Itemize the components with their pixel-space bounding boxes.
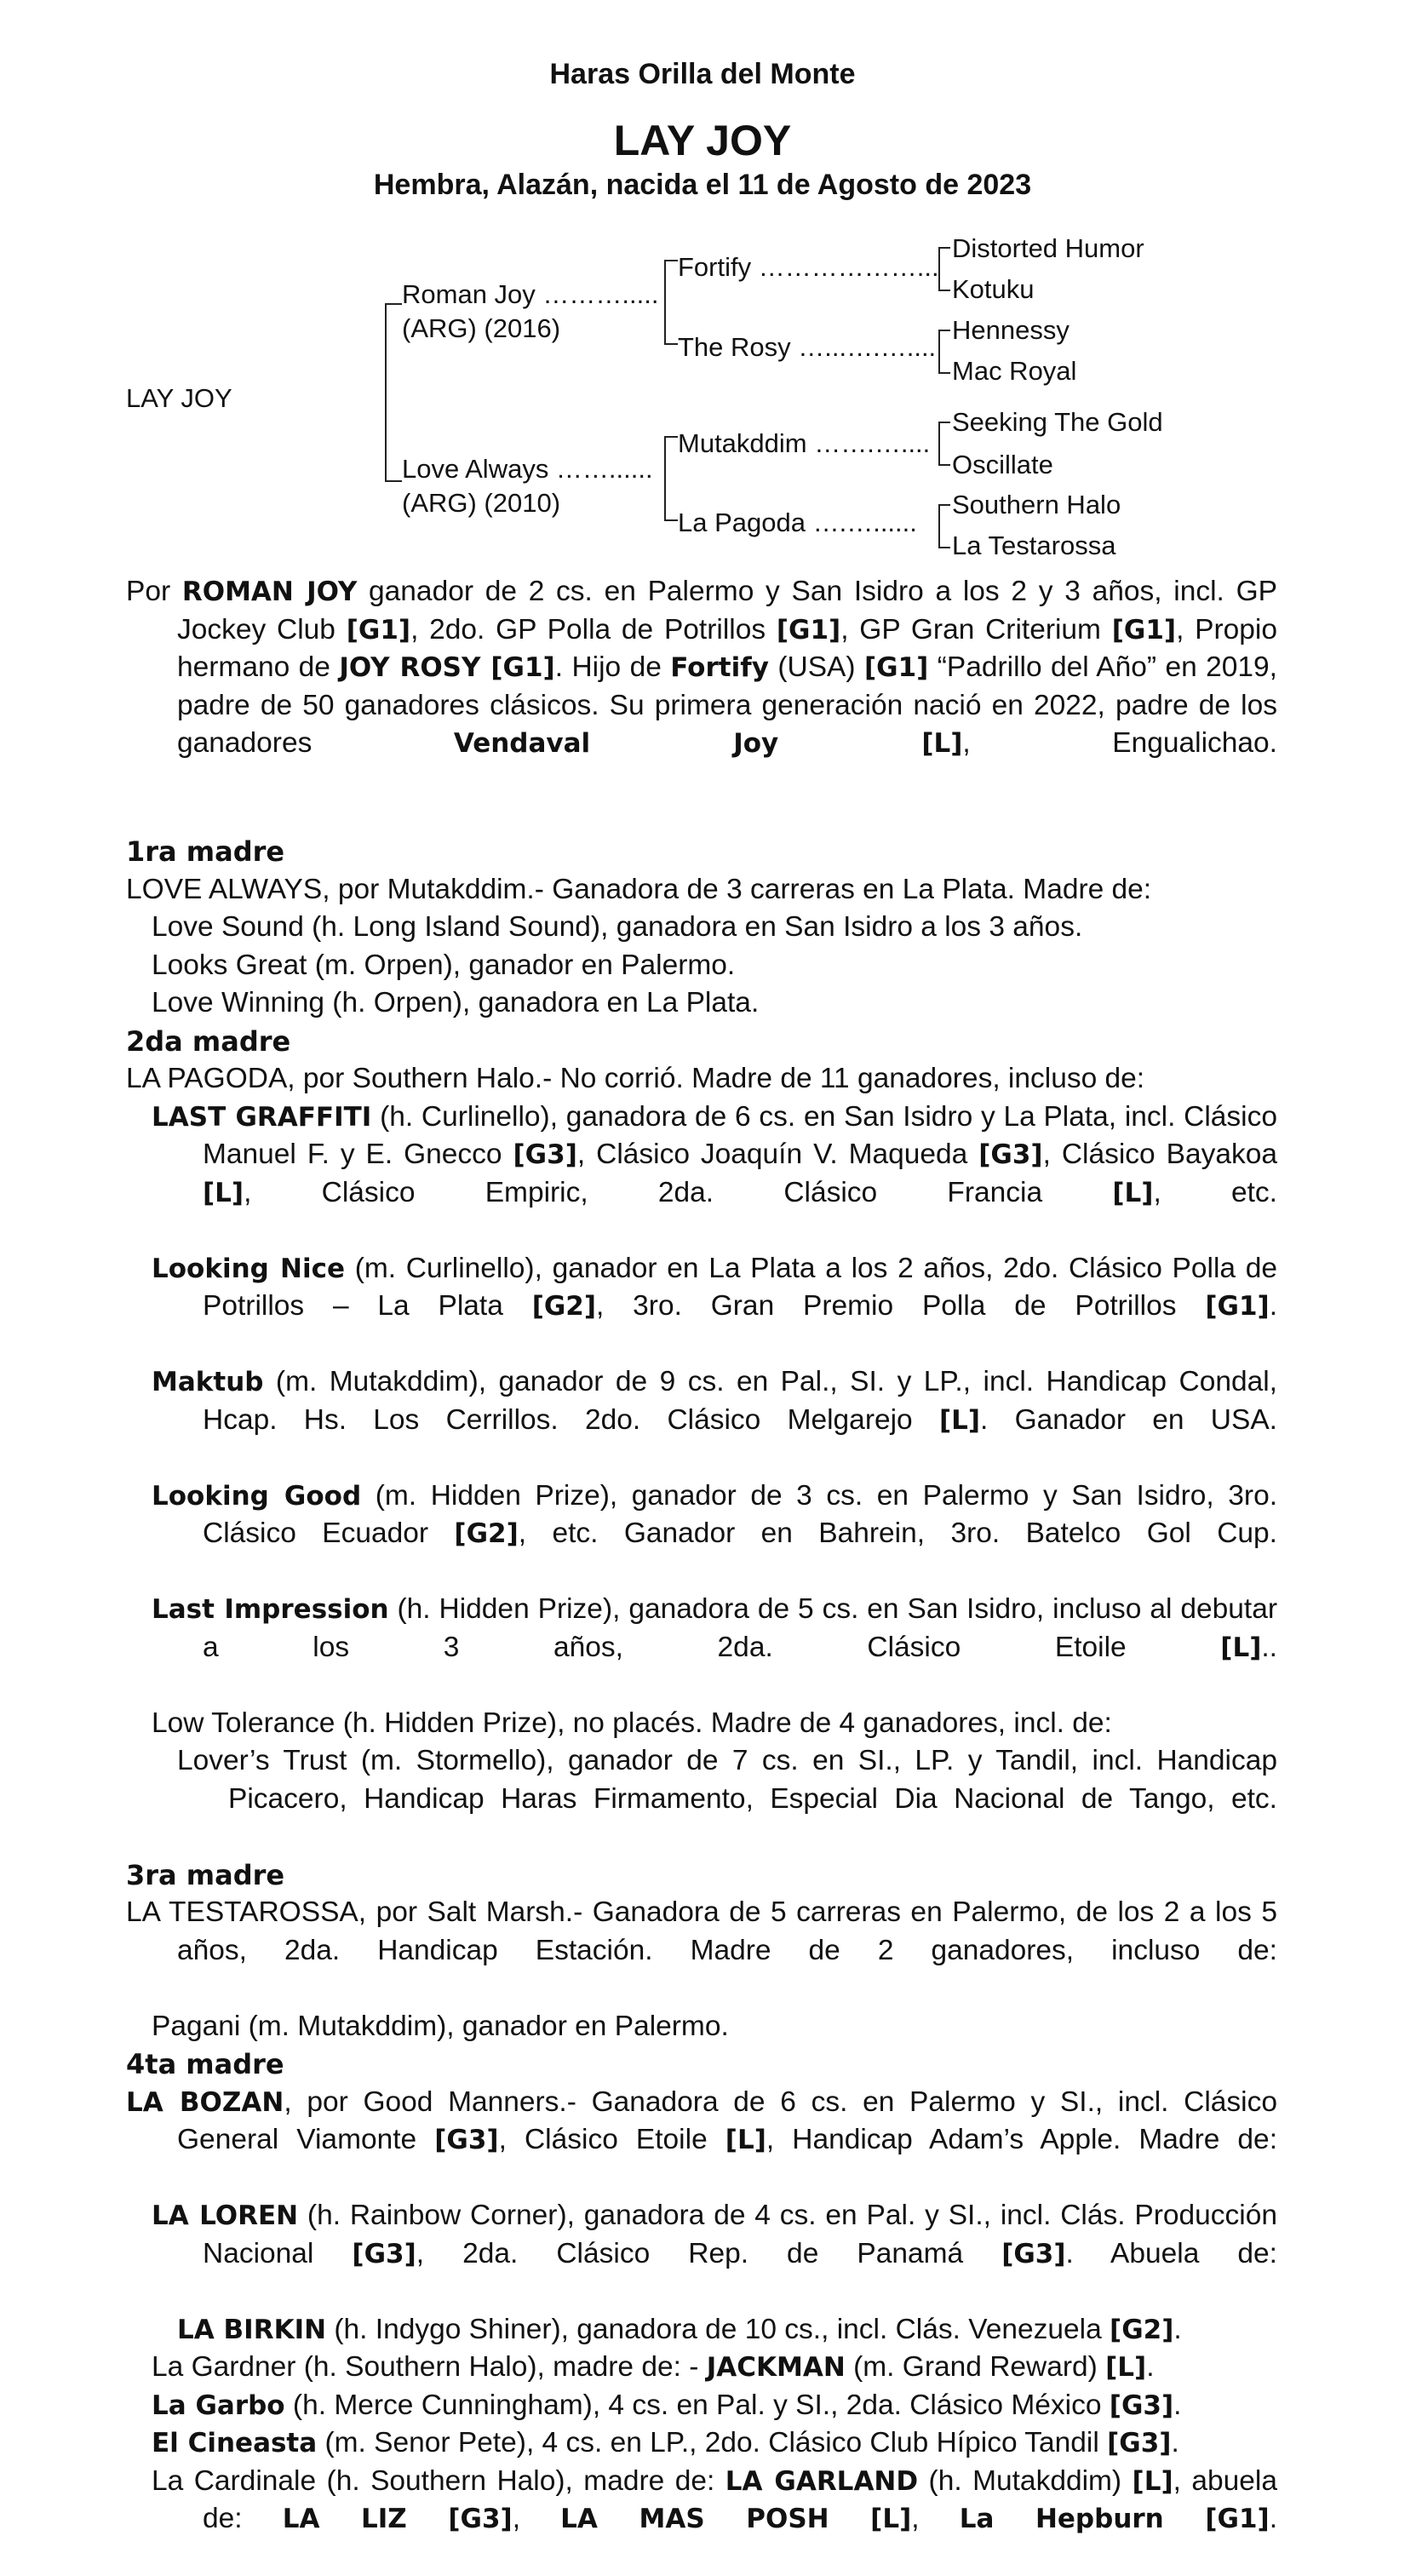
produce-line: La Garbo (h. Merce Cunningham), 4 cs. en Pal. y SI., 2da. Clásico México [G3]. xyxy=(152,2387,1277,2425)
ancestor-g3: La Testarossa xyxy=(952,532,1115,559)
produce-line: Looks Great (m. Orpen), ganador en Palermo. xyxy=(152,947,1277,985)
dam-info: (ARG) (2010) xyxy=(402,490,560,516)
catalogue-body xyxy=(126,573,1277,2576)
bracket-gen3 xyxy=(938,504,940,548)
produce-entry: Lover’s Trust (m. Stormello), ganador de 7 cs. en SI., LP. y Tandil, incl. Handicap Picacero, Handicap Haras Firmamento, Especial Dia Nacional de Tango, etc. xyxy=(126,1742,1277,1856)
bracket-tick xyxy=(938,464,950,466)
sire-dam-name: The Rosy …...….….... xyxy=(678,334,936,360)
produce-line: Love Sound (h. Long Island Sound), ganadora en San Isidro a los 3 años. xyxy=(152,909,1277,947)
produce-entry: Maktub (m. Mutakddim), ganador de 9 cs. en Pal., SI. y LP., incl. Handicap Condal, Hcap. Hs. Los Cerrillos. 2do. Clásico Melgarejo [L]. Ganador en USA. xyxy=(126,1363,1277,1477)
ancestor-g3: Seeking The Gold xyxy=(952,409,1163,435)
bracket-tick xyxy=(664,260,678,261)
ancestor-g3: Mac Royal xyxy=(952,358,1076,384)
bracket-tick xyxy=(664,519,678,521)
produce-line: Pagani (m. Mutakddim), ganador en Palermo. xyxy=(152,2008,1277,2046)
bracket-tick xyxy=(938,547,950,548)
bracket-gen2-sire xyxy=(664,260,666,345)
ancestor-g3: Distorted Humor xyxy=(952,235,1144,261)
produce-line: LA BIRKIN (h. Indygo Shiner), ganadora de 10 cs., incl. Clás. Venezuela [G2]. xyxy=(177,2311,1277,2349)
pedigree-subject: LAY JOY xyxy=(126,385,232,411)
produce-line: Love Winning (h. Orpen), ganadora en La Plata. xyxy=(152,984,1277,1023)
bracket-tick xyxy=(664,343,678,345)
produce-entry: Looking Nice (m. Curlinello), ganador en La Plata a los 2 años, 2do. Clásico Polla de Potrillos – La Plata [G2], 3ro. Gran Premio Polla de Potrillos [G1]. xyxy=(126,1250,1277,1364)
produce-line: La Gardner (h. Southern Halo), madre de: - JACKMAN (m. Grand Reward) [L]. xyxy=(152,2349,1277,2387)
dam-dam-name: La Pagoda ….…...... xyxy=(678,509,917,536)
bracket-gen2-dam xyxy=(664,436,666,521)
ancestor-g3: Southern Halo xyxy=(952,491,1121,518)
bracket-gen1 xyxy=(385,303,387,482)
produce-entry: LA LOREN (h. Rainbow Corner), ganadora de 4 cs. en Pal. y SI., incl. Clás. Producción Nacional [G3], 2da. Clásico Rep. de Panamá [G3]. Abuela de: xyxy=(126,2197,1277,2311)
bracket-gen3 xyxy=(938,330,940,374)
bracket-gen3 xyxy=(938,247,940,291)
third-dam-heading: 3ra madre xyxy=(126,1856,1277,1895)
bracket-tick xyxy=(664,436,678,438)
horse-name: LAY JOY xyxy=(0,116,1405,165)
third-dam-intro: LA TESTAROSSA, por Salt Marsh.- Ganadora de 5 carreras en Palermo, de los 2 a los 5 años, 2da. Handicap Estación. Madre de 2 ganadores, incluso de: xyxy=(126,1894,1277,2008)
bracket-tick xyxy=(938,504,950,506)
bracket-tick xyxy=(938,330,950,331)
produce-entry: La Cardinale (h. Southern Halo), madre de: LA GARLAND (h. Mutakddim) [L], abuela de: LA LIZ [G3], LA MAS POSH [L], La Hepburn [G1]. xyxy=(126,2463,1277,2576)
bracket-tick xyxy=(385,480,402,482)
first-dam-intro: LOVE ALWAYS, por Mutakddim.- Ganadora de 3 carreras en La Plata. Madre de: xyxy=(126,871,1277,909)
horse-description: Hembra, Alazán, nacida el 11 de Agosto de 2023 xyxy=(0,169,1405,202)
bracket-tick xyxy=(938,422,950,423)
bracket-tick xyxy=(938,247,950,249)
fourth-dam-intro: LA BOZAN, por Good Manners.- Ganadora de 6 cs. en Palermo y SI., incl. Clásico General Viamonte [G3], Clásico Etoile [L], Handicap Adam’s Apple. Madre de: xyxy=(126,2084,1277,2198)
produce-entry: Last Impression (h. Hidden Prize), ganadora de 5 cs. en San Isidro, incluso al debutar a los 3 años, 2da. Clásico Etoile [L].. xyxy=(126,1591,1277,1705)
dam-name: Love Always ……...... xyxy=(402,456,653,482)
bracket-tick xyxy=(938,372,950,374)
sire-paragraph: Por ROMAN JOY ganador de 2 cs. en Palermo y San Isidro a los 2 y 3 años, incl. GP Jockey Club [G1], 2do. GP Polla de Potrillos [G1], GP Gran Criterium [G1], Propio hermano de JOY ROSY [G1]. Hijo de Fortify (USA) [G1] “Padrillo del Año” en 2019, padre de 50 ganadores clásicos. Su primera generación nació en 2022, padre de los ganadores Vendaval Joy [L], Engualichao. xyxy=(126,573,1277,800)
fourth-dam-heading: 4ta madre xyxy=(126,2045,1277,2084)
produce-line: Low Tolerance (h. Hidden Prize), no placés. Madre de 4 ganadores, incl. de: xyxy=(152,1705,1277,1743)
ancestor-g3: Hennessy xyxy=(952,317,1070,343)
bracket-tick xyxy=(385,303,402,305)
ancestor-g3: Oscillate xyxy=(952,451,1053,478)
bracket-tick xyxy=(938,290,950,291)
dam-sire-name: Mutakddim …….….... xyxy=(678,430,930,456)
produce-line: El Cineasta (m. Senor Pete), 4 cs. en LP., 2do. Clásico Club Hípico Tandil [G3]. xyxy=(152,2424,1277,2463)
sire-sire-name: Fortify ………………... xyxy=(678,254,939,280)
second-dam-heading: 2da madre xyxy=(126,1023,1277,1061)
produce-entry: Looking Good (m. Hidden Prize), ganador de 3 cs. en Palermo y San Isidro, 3ro. Clásico Ecuador [G2], etc. Ganador en Bahrein, 3ro. Batelco Gol Cup. xyxy=(126,1477,1277,1592)
sire-info: (ARG) (2016) xyxy=(402,315,560,341)
ancestor-g3: Kotuku xyxy=(952,276,1035,302)
sire-name: Roman Joy ………..... xyxy=(402,281,658,307)
produce-entry: LAST GRAFFITI (h. Curlinello), ganadora de 6 cs. en San Isidro y La Plata, incl. Clásico Manuel F. y E. Gnecco [G3], Clásico Joaquín V. Maqueda [G3], Clásico Bayakoa [L], Clásico Empiric, 2da. Clásico Francia [L], etc. xyxy=(126,1099,1277,1250)
bracket-gen3 xyxy=(938,422,940,466)
first-dam-heading: 1ra madre xyxy=(126,833,1277,871)
second-dam-intro: LA PAGODA, por Southern Halo.- No corrió. Madre de 11 ganadores, incluso de: xyxy=(126,1060,1277,1099)
farm-name: Haras Orilla del Monte xyxy=(0,58,1405,91)
